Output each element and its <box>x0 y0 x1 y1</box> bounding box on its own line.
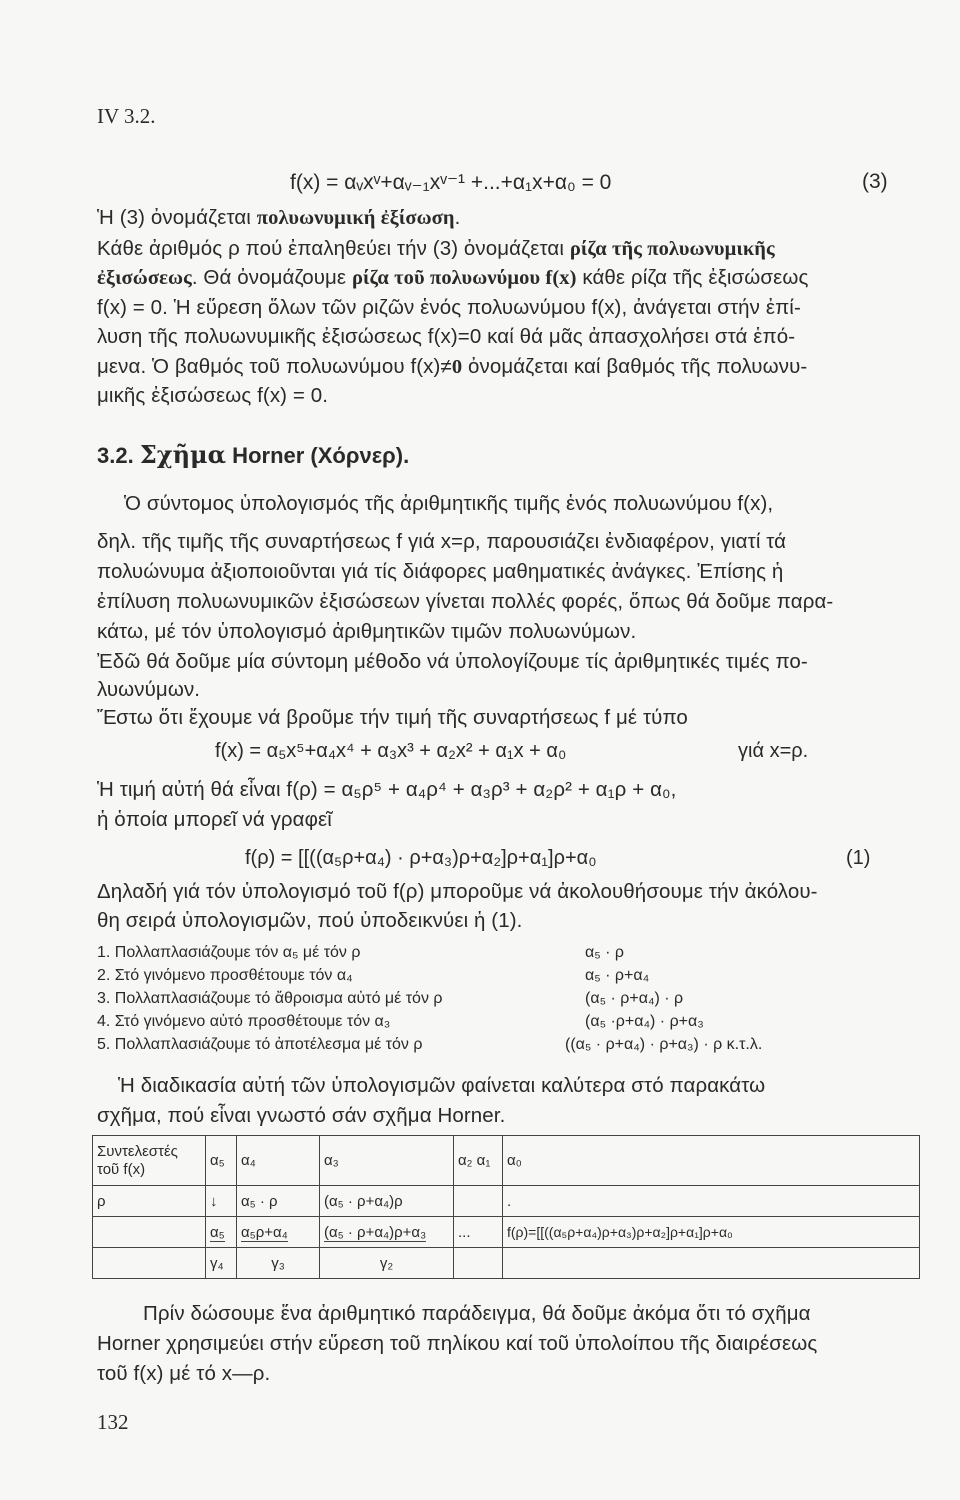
polynomial-formula-suffix: γιά x=ρ. <box>738 740 809 762</box>
cell-a0: α₀ <box>503 1136 920 1186</box>
step-4: 4. Στό γινόμενο αὐτό προσθέτουμε τόν α₃ <box>97 1013 391 1030</box>
closing-line-1: Πρίν δώσουμε ἕνα ἀριθμητικό παράδειγμα, θά δοῦμε ἀκόμα ὅτι τό σχῆμα <box>143 1302 811 1325</box>
follow-line-1: Δηλαδή γιά τόν ὑπολογισμό τοῦ f(ρ) μποροῦμε νά ἀκολουθήσουμε τήν ἀκόλου- <box>97 880 818 903</box>
page-number: 132 <box>97 1410 129 1434</box>
cell-final-value: f(ρ)=[[((α₅ρ+α₄)ρ+α₃)ρ+α₂]ρ+α₁]ρ+α₀ <box>503 1217 920 1248</box>
body-line-3: πολυώνυμα ἀξιοποιοῦνται γιά τίς διάφορες μαθηματικές ἀνάγκες. Ἐπίσης ἡ <box>97 560 784 583</box>
cell-result-a5: α₅ <box>206 1217 237 1248</box>
cell-gamma3: γ₃ <box>237 1248 320 1279</box>
polynomial-equation: f(x) = αᵥxᵛ+αᵥ₋₁xᵛ⁻¹ +...+α₁x+α₀ = 0 <box>290 171 612 194</box>
cell-a3: α₃ <box>320 1136 454 1186</box>
cell-rho: ρ <box>93 1186 206 1217</box>
intro-line-4: f(x) = 0. Ἡ εὕρεση ὅλων τῶν ριζῶν ἑνός πολυωνύμου f(x), ἀνάγεται στήν ἐπί- <box>97 296 801 319</box>
step-1: 1. Πολλαπλασιάζουμε τόν α₅ μέ τόν ρ <box>97 944 361 961</box>
table-row <box>93 1248 920 1279</box>
cell-expr-1: (α₅ · ρ+α₄)ρ <box>320 1186 454 1217</box>
cell-result-2: α₅ρ+α₄ <box>237 1217 320 1248</box>
body-line-8: Ἔστω ὅτι ἔχουμε νά βροῦμε τήν τιμή τῆς συναρτήσεως f μέ τύπο <box>97 706 688 729</box>
step-5-result: ((α₅ · ρ+α₄) · ρ+α₃) · ρ κ.τ.λ. <box>565 1036 763 1053</box>
cell-ellipsis: ... <box>454 1217 503 1248</box>
table-header-label <box>93 1136 206 1186</box>
intro-line-2: Κάθε ἀριθμός ρ πού ἐπαληθεύει τήν (3) ὀνομάζεται ρίζα τῆς πολυωνυμικῆς <box>97 237 775 260</box>
step-3-result: (α₅ · ρ+α₄) · ρ <box>585 990 684 1007</box>
intro-line-5: λυση τῆς πολυωνυμικῆς ἐξισώσεως f(x)=0 καί θά μᾶς ἀπασχολήσει στά ἑπό- <box>97 325 796 348</box>
cell-a4: α₄ <box>237 1136 320 1186</box>
cell-arrow: ↓ <box>206 1186 237 1217</box>
intro-line-6: μενα. Ὁ βαθμός τοῦ πολυωνύμου f(x)≠0 ὀνομάζεται καί βαθμός τῆς πολυωνυ- <box>97 355 808 378</box>
value-line: Ἡ τιμή αὐτή θά εἶναι f(ρ) = α₅ρ⁵ + α₄ρ⁴ + α₃ρ³ + α₂ρ² + α₁ρ + α₀, <box>97 778 677 801</box>
cell-gamma2: γ₂ <box>320 1248 454 1279</box>
cell-a2-a1: α₂ α₁ <box>454 1136 503 1186</box>
intro-line-3: ἐξισώσεως. Θά ὀνομάζουμε ρίζα τοῦ πολυωνύμου f(x) κάθε ρίζα τῆς ἐξισώσεως <box>97 266 809 289</box>
horner-table <box>92 1135 920 1279</box>
nested-formula: f(ρ) = [[((α₅ρ+α₄) · ρ+α₃)ρ+α₂]ρ+α₁]ρ+α₀ <box>245 847 597 869</box>
cell-result-3: (α₅ · ρ+α₄)ρ+α₃ <box>320 1217 454 1248</box>
cell-empty <box>93 1217 206 1248</box>
cell-empty <box>503 1248 920 1279</box>
header-label-1: Συντελεστές <box>97 1142 178 1160</box>
cell-dot: . <box>503 1186 920 1217</box>
process-line-2: σχῆμα, πού εἶναι γνωστό σάν σχῆμα Horner. <box>97 1104 506 1127</box>
section-title: 3.2. Σχῆμα Horner (Χόρνερ). <box>97 440 410 469</box>
equation-number: (3) <box>862 170 888 193</box>
step-3: 3. Πολλαπλασιάζουμε τό ἄθροισμα αὐτό μέ τόν ρ <box>97 990 443 1007</box>
written-line: ἡ ὁποία μπορεῖ νά γραφεῖ <box>97 808 332 831</box>
cell-empty <box>454 1186 503 1217</box>
cell-empty <box>454 1248 503 1279</box>
table-row <box>93 1186 920 1217</box>
closing-line-3: τοῦ f(x) μέ τό x—ρ. <box>97 1362 271 1385</box>
cell-empty <box>93 1248 206 1279</box>
table-row <box>93 1217 920 1248</box>
body-line-4: ἐπίλυση πολυωνυμικῶν ἐξισώσεων γίνεται πολλές φορές, ὅπως θά δοῦμε παρα- <box>97 590 834 613</box>
body-line-5: κάτω, μέ τόν ὑπολογισμό ἀριθμητικῶν τιμῶν πολυωνύμων. <box>97 620 637 643</box>
nested-formula-number: (1) <box>846 847 871 869</box>
intro-line-1: Ἡ (3) ὀνομάζεται πολυωνυμική ἐξίσωση. <box>97 206 461 229</box>
body-line-7: λυωνύμων. <box>97 678 201 701</box>
process-line-1: Ἡ διαδικασία αὐτή τῶν ὑπολογισμῶν φαίνεται καλύτερα στό παρακάτω <box>118 1074 766 1097</box>
step-5: 5. Πολλαπλασιάζουμε τό ἀποτέλεσμα μέ τόν ρ <box>97 1036 423 1053</box>
cell-a5: α₅ <box>206 1136 237 1186</box>
body-line-2: δηλ. τῆς τιμῆς τῆς συναρτήσεως f γιά x=ρ, παρουσιάζει ἐνδιαφέρον, γιατί τά <box>97 530 787 553</box>
table-row <box>93 1136 920 1186</box>
cell-a5-rho: α₅ · ρ <box>237 1186 320 1217</box>
intro-line-7: μικῆς ἐξισώσεως f(x) = 0. <box>97 384 329 407</box>
step-2-result: α₅ · ρ+α₄ <box>585 967 650 984</box>
step-4-result: (α₅ ·ρ+α₄) · ρ+α₃ <box>585 1013 704 1030</box>
page-header: IV 3.2. <box>97 104 156 128</box>
polynomial-formula: f(x) = α₅x⁵+α₄x⁴ + α₃x³ + α₂x² + α₁x + α₀ <box>215 740 567 762</box>
header-label-2: τοῦ f(x) <box>97 1160 146 1178</box>
cell-gamma4: γ₄ <box>206 1248 237 1279</box>
step-1-result: α₅ · ρ <box>585 944 625 961</box>
step-2: 2. Στό γινόμενο προσθέτουμε τόν α₄ <box>97 967 353 984</box>
follow-line-2: θη σειρά ὑπολογισμῶν, πού ὑποδεικνύει ἡ (1). <box>97 909 523 932</box>
closing-line-2: Horner χρησιμεύει στήν εὕρεση τοῦ πηλίκου καί τοῦ ὑπολοίπου τῆς διαιρέσεως <box>97 1332 818 1355</box>
body-line-1: Ὁ σύντομος ὑπολογισμός τῆς ἀριθμητικῆς τιμῆς ἑνός πολυωνύμου f(x), <box>124 492 774 515</box>
body-line-6: Ἐδῶ θά δοῦμε μία σύντομη μέθοδο νά ὑπολογίζουμε τίς ἀριθμητικές τιμές πο- <box>97 650 808 673</box>
